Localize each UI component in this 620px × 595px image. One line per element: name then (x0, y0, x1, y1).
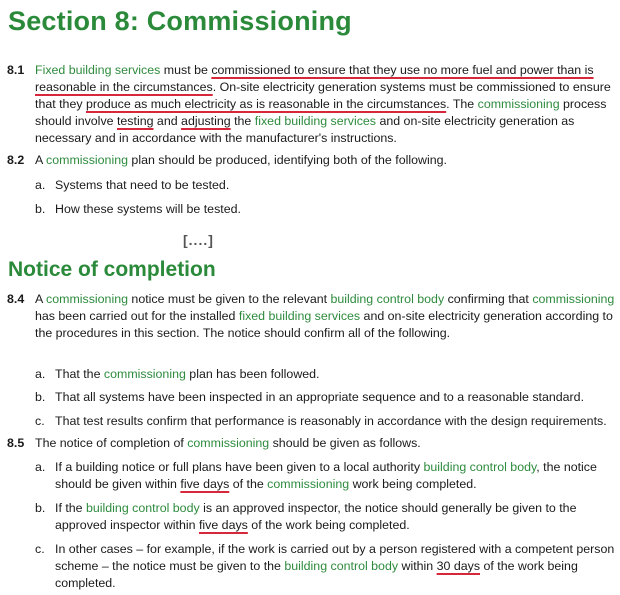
text: and (153, 114, 182, 128)
list-text: How these systems will be tested. (55, 202, 241, 216)
text: In other cases – for example, if the work is carried out by a person registered with a competent person scheme – the notice must be given to the (55, 542, 615, 573)
omission-marker: [....] (183, 232, 214, 248)
list-text: That test results confirm that performance is reasonably in accordance with the design requirements. (55, 414, 607, 428)
list-letter: a. (35, 460, 46, 474)
list-letter: b. (35, 501, 46, 515)
list-item (35, 177, 615, 194)
paragraph-number: 8.4 (7, 292, 25, 306)
section-title: Section 8: Commissioning (8, 6, 352, 36)
paragraph-8-5 (7, 435, 620, 452)
highlighted-text: commissioned to ensure that they use no more fuel and power than is reasonable in the circumstances (35, 63, 594, 94)
defined-term: building control body (423, 460, 537, 474)
highlighted-text: 30 days (436, 559, 481, 573)
paragraph-number: 8.1 (7, 63, 25, 77)
text: is an approved inspector, the notice should generally be given to the approved inspector within (55, 501, 577, 532)
paragraph-8-2 (7, 152, 620, 169)
highlighted-text: produce as much electricity as is reasonable in the circumstances (85, 97, 447, 111)
defined-term: commissioning (187, 436, 270, 450)
list-item (35, 459, 615, 493)
text: A (35, 153, 47, 167)
list-item (35, 413, 615, 430)
text: A (35, 292, 47, 306)
list-item (35, 500, 615, 534)
defined-term: building control body (284, 559, 399, 573)
text: . On-site electricity generation systems must be commissioned to ensure that they (35, 80, 611, 111)
defined-term: building control body (330, 292, 445, 306)
text: of the (229, 477, 268, 491)
list-item (35, 366, 615, 383)
defined-term: commissioning (267, 477, 350, 491)
text: , the notice should be given within (55, 460, 597, 491)
defined-term: commissioning (532, 292, 615, 306)
text: work being completed. (349, 477, 477, 491)
defined-term: fixed building services (238, 309, 361, 323)
list-letter: b. (35, 202, 46, 216)
text: the (230, 114, 255, 128)
paragraph-number: 8.5 (7, 436, 25, 450)
text: confirming that (444, 292, 533, 306)
text: plan has been followed. (185, 367, 320, 381)
text: and on-site electricity generation as necessary and in accordance with the manufacturer's instructions. (35, 114, 575, 145)
highlighted-text: adjusting (181, 114, 231, 128)
text: notice must be given to the relevant (127, 292, 331, 306)
paragraph-8-1 (7, 62, 620, 147)
list-item (35, 201, 615, 218)
paragraph-8-4 (7, 291, 620, 342)
text: If the (55, 501, 86, 515)
text: plan should be produced, identifying both of the following. (127, 153, 447, 167)
text: That the (55, 367, 104, 381)
text: of the work being completed. (247, 518, 410, 532)
text: should be given as follows. (269, 436, 421, 450)
text: and on-site electricity generation according to the procedures in this section. The notice should confirm all of the following. (35, 309, 613, 340)
defined-term: building control body (86, 501, 200, 515)
defined-term: commissioning (477, 97, 560, 111)
highlighted-text: testing (116, 114, 154, 128)
text: of the work being completed. (55, 559, 578, 590)
list-text: That all systems have been inspected in an appropriate sequence and to a reasonable standard. (55, 390, 585, 404)
defined-term: commissioning (46, 153, 128, 167)
list-letter: c. (35, 414, 45, 428)
text: has been carried out for the installed (35, 309, 239, 323)
notice-heading: Notice of completion (8, 258, 216, 281)
text: . The (446, 97, 478, 111)
text: within (398, 559, 437, 573)
defined-term: Fixed building services (35, 63, 161, 77)
list-item (35, 389, 615, 406)
text: If a building notice or full plans have been given to a local authority (55, 460, 424, 474)
defined-term: commissioning (46, 292, 128, 306)
list-letter: b. (35, 390, 46, 404)
list-letter: c. (35, 542, 45, 556)
highlighted-text: five days (180, 477, 230, 491)
list-letter: a. (35, 178, 46, 192)
list-letter: a. (35, 367, 46, 381)
defined-term: commissioning (103, 367, 186, 381)
text: must be (160, 63, 212, 77)
paragraph-number: 8.2 (7, 153, 25, 167)
text: The notice of completion of (35, 436, 188, 450)
list-item (35, 541, 615, 592)
highlighted-text: five days (198, 518, 248, 532)
defined-term: fixed building services (254, 114, 376, 128)
text: process should involve (35, 97, 607, 128)
list-text: Systems that need to be tested. (55, 178, 230, 192)
